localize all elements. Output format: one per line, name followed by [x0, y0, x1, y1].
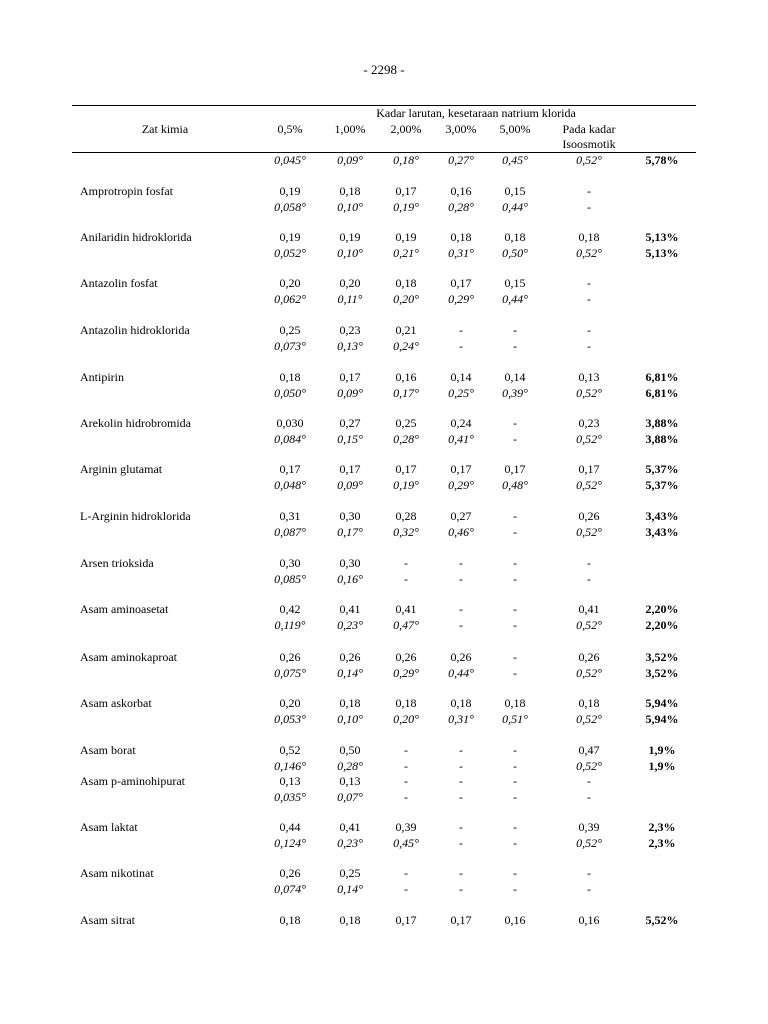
substance-name: Arginin glutamat — [80, 462, 163, 476]
nacl-equivalent-cell: - — [513, 509, 517, 523]
nacl-equivalent-cell: 0,15 — [504, 184, 526, 198]
nacl-equivalent-cell: 0,21 — [395, 323, 417, 337]
substance-name: Antazolin hidroklorida — [80, 323, 190, 337]
nacl-equivalent-cell: - — [513, 743, 517, 757]
freezing-point-cell: 0,053° — [274, 712, 306, 726]
freezing-point-cell: 0,035° — [274, 790, 306, 804]
nacl-equivalent-cell: 0,26 — [279, 650, 301, 664]
nacl-equivalent-cell: 0,17 — [450, 462, 472, 476]
isoosmotic-percent-cell: 5,52% — [645, 913, 679, 927]
freezing-point-cell: 0,124° — [274, 836, 306, 850]
nacl-equivalent-cell: 0,27 — [450, 509, 472, 523]
isoosmotic-percent-cell: 3,43% — [645, 509, 679, 523]
nacl-equivalent-cell: 0,23 — [578, 416, 600, 430]
freezing-point-cell: - — [459, 790, 463, 804]
isoosmotic-percent-cell: 3,52% — [645, 650, 679, 664]
nacl-equivalent-cell: - — [513, 602, 517, 616]
nacl-equivalent-cell: 0,26 — [279, 866, 301, 880]
freezing-point-cell: 0,45° — [393, 836, 419, 850]
freezing-point-cell: 0,52° — [576, 666, 602, 680]
freezing-point-cell: 0,062° — [274, 292, 306, 306]
nacl-equivalent-cell: - — [513, 866, 517, 880]
freezing-point-cell: - — [513, 759, 517, 773]
freezing-point-cell: - — [513, 572, 517, 586]
nacl-equivalent-cell: 0,25 — [395, 416, 417, 430]
isoosmotic-percent-cell: 1,9% — [648, 743, 676, 757]
header-bottom-rule — [72, 152, 696, 153]
freezing-point-cell: 0,119° — [274, 618, 306, 632]
nacl-equivalent-cell: - — [587, 184, 591, 198]
nacl-equivalent-cell: 0,17 — [395, 462, 417, 476]
nacl-equivalent-cell: 0,16 — [578, 913, 600, 927]
freezing-point-cell: 0,18° — [393, 153, 419, 167]
substance-name: Asam borat — [80, 743, 136, 757]
isoosmotic-percent-cell: 5,94% — [645, 696, 679, 710]
nacl-equivalent-cell: - — [513, 323, 517, 337]
nacl-equivalent-cell: - — [587, 866, 591, 880]
freezing-point-cell: - — [513, 882, 517, 896]
nacl-equivalent-cell: 0,18 — [279, 370, 301, 384]
nacl-equivalent-cell: 0,20 — [279, 696, 301, 710]
column-header-3: 3,00% — [445, 122, 477, 136]
freezing-point-cell: 0,29° — [448, 292, 474, 306]
isoosmotic-percent-cell: 3,88% — [645, 416, 679, 430]
nacl-equivalent-cell: 0,19 — [395, 230, 417, 244]
nacl-equivalent-cell: 0,17 — [339, 462, 361, 476]
nacl-equivalent-cell: 0,16 — [504, 913, 526, 927]
nacl-equivalent-cell: - — [459, 820, 463, 834]
column-header-isoosmotic-line1: Pada kadar — [562, 122, 616, 136]
freezing-point-cell: 0,14° — [337, 882, 363, 896]
nacl-equivalent-cell: 0,16 — [395, 370, 417, 384]
nacl-equivalent-cell: 0,42 — [279, 602, 301, 616]
column-header-5: 5,00% — [499, 122, 531, 136]
freezing-point-cell: 0,52° — [576, 153, 602, 167]
freezing-point-cell: 0,24° — [393, 339, 419, 353]
nacl-equivalent-cell: 0,26 — [450, 650, 472, 664]
nacl-equivalent-cell: 0,30 — [339, 556, 361, 570]
freezing-point-cell: 0,15° — [337, 432, 363, 446]
freezing-point-cell: - — [404, 572, 408, 586]
freezing-point-cell: 0,07° — [337, 790, 363, 804]
freezing-point-cell: 0,31° — [448, 246, 474, 260]
nacl-equivalent-cell: 0,18 — [279, 913, 301, 927]
freezing-point-cell: 0,52° — [576, 246, 602, 260]
isoosmotic-percent-cell: 3,88% — [645, 432, 679, 446]
nacl-equivalent-cell: 0,31 — [279, 509, 301, 523]
freezing-point-cell: 0,10° — [337, 712, 363, 726]
freezing-point-cell: 0,075° — [274, 666, 306, 680]
nacl-equivalent-cell: - — [513, 416, 517, 430]
column-header-1: 1,00% — [334, 122, 366, 136]
nacl-equivalent-cell: 0,50 — [339, 743, 361, 757]
nacl-equivalent-cell: 0,19 — [279, 230, 301, 244]
freezing-point-cell: - — [587, 339, 591, 353]
freezing-point-cell: 0,28° — [448, 200, 474, 214]
freezing-point-cell: 0,52° — [576, 836, 602, 850]
substance-name: Asam aminoasetat — [80, 602, 169, 616]
nacl-equivalent-cell: - — [404, 866, 408, 880]
freezing-point-cell: - — [587, 572, 591, 586]
freezing-point-cell: 0,31° — [448, 712, 474, 726]
nacl-equivalent-cell: - — [459, 774, 463, 788]
nacl-equivalent-cell: 0,13 — [279, 774, 301, 788]
nacl-equivalent-cell: 0,14 — [504, 370, 526, 384]
substance-name: Asam nikotinat — [80, 866, 154, 880]
freezing-point-cell: 0,087° — [274, 525, 306, 539]
freezing-point-cell: - — [513, 790, 517, 804]
substance-name: Anilaridin hidroklorida — [80, 230, 192, 244]
isoosmotic-percent-cell: 6,81% — [645, 370, 679, 384]
freezing-point-cell: 0,51° — [502, 712, 528, 726]
nacl-equivalent-cell: 0,13 — [339, 774, 361, 788]
freezing-point-cell: - — [404, 882, 408, 896]
isoosmotic-percent-cell: 5,94% — [645, 712, 679, 726]
nacl-equivalent-cell: 0,30 — [279, 556, 301, 570]
isoosmotic-percent-cell: 6,81% — [645, 386, 679, 400]
freezing-point-cell: 0,47° — [393, 618, 419, 632]
freezing-point-cell: 0,48° — [502, 478, 528, 492]
freezing-point-cell: 0,052° — [274, 246, 306, 260]
freezing-point-cell: 0,17° — [337, 525, 363, 539]
freezing-point-cell: - — [459, 836, 463, 850]
nacl-equivalent-cell: 0,30 — [339, 509, 361, 523]
freezing-point-cell: 0,09° — [337, 153, 363, 167]
freezing-point-cell: 0,09° — [337, 386, 363, 400]
freezing-point-cell: 0,32° — [393, 525, 419, 539]
substance-column-header: Zat kimia — [141, 122, 189, 136]
freezing-point-cell: 0,048° — [274, 478, 306, 492]
nacl-equivalent-cell: 0,13 — [578, 370, 600, 384]
column-header-isoosmotic-line2: Isoosmotik — [562, 137, 616, 151]
freezing-point-cell: - — [513, 432, 517, 446]
nacl-equivalent-cell: 0,18 — [339, 696, 361, 710]
freezing-point-cell: - — [587, 882, 591, 896]
freezing-point-cell: 0,52° — [576, 618, 602, 632]
freezing-point-cell: 0,52° — [576, 386, 602, 400]
nacl-equivalent-cell: - — [587, 556, 591, 570]
freezing-point-cell: 0,085° — [274, 572, 306, 586]
substance-name: Asam p-aminohipurat — [80, 774, 185, 788]
freezing-point-cell: - — [513, 836, 517, 850]
substance-name: Amprotropin fosfat — [80, 184, 173, 198]
freezing-point-cell: 0,10° — [337, 200, 363, 214]
nacl-equivalent-cell: 0,26 — [395, 650, 417, 664]
nacl-equivalent-cell: 0,27 — [339, 416, 361, 430]
nacl-equivalent-cell: 0,26 — [578, 509, 600, 523]
isoosmotic-percent-cell: 3,52% — [645, 666, 679, 680]
freezing-point-cell: 0,50° — [502, 246, 528, 260]
freezing-point-cell: 0,52° — [576, 712, 602, 726]
nacl-equivalent-cell: 0,17 — [395, 184, 417, 198]
freezing-point-cell: 0,23° — [337, 618, 363, 632]
isoosmotic-percent-cell: 5,78% — [645, 153, 679, 167]
nacl-equivalent-cell: 0,17 — [450, 913, 472, 927]
freezing-point-cell: 0,28° — [393, 432, 419, 446]
concentration-group-header: Kadar larutan, kesetaraan natrium klorida — [376, 106, 576, 120]
nacl-equivalent-cell: 0,44 — [279, 820, 301, 834]
nacl-equivalent-cell: 0,18 — [504, 696, 526, 710]
freezing-point-cell: 0,084° — [274, 432, 306, 446]
substance-name: Asam aminokaproat — [80, 650, 177, 664]
freezing-point-cell: 0,14° — [337, 666, 363, 680]
nacl-equivalent-cell: 0,14 — [450, 370, 472, 384]
nacl-equivalent-cell: 0,39 — [578, 820, 600, 834]
freezing-point-cell: 0,20° — [393, 712, 419, 726]
nacl-equivalent-cell: 0,17 — [339, 370, 361, 384]
freezing-point-cell: 0,39° — [502, 386, 528, 400]
freezing-point-cell: 0,44° — [448, 666, 474, 680]
nacl-equivalent-cell: 0,41 — [339, 820, 361, 834]
freezing-point-cell: 0,27° — [448, 153, 474, 167]
nacl-equivalent-cell: 0,18 — [450, 230, 472, 244]
nacl-equivalent-cell: 0,41 — [339, 602, 361, 616]
substance-name: Asam askorbat — [80, 696, 152, 710]
nacl-equivalent-cell: 0,18 — [504, 230, 526, 244]
nacl-equivalent-cell: 0,19 — [279, 184, 301, 198]
freezing-point-cell: 0,19° — [393, 200, 419, 214]
substance-name: Arsen trioksida — [80, 556, 154, 570]
freezing-point-cell: - — [459, 339, 463, 353]
nacl-equivalent-cell: 0,17 — [395, 913, 417, 927]
nacl-equivalent-cell: - — [459, 602, 463, 616]
column-header-2: 2,00% — [390, 122, 422, 136]
freezing-point-cell: 0,146° — [274, 759, 306, 773]
freezing-point-cell: 0,058° — [274, 200, 306, 214]
nacl-equivalent-cell: 0,25 — [339, 866, 361, 880]
freezing-point-cell: 0,16° — [337, 572, 363, 586]
nacl-equivalent-cell: 0,47 — [578, 743, 600, 757]
nacl-equivalent-cell: 0,52 — [279, 743, 301, 757]
freezing-point-cell: - — [459, 572, 463, 586]
freezing-point-cell: - — [459, 759, 463, 773]
nacl-equivalent-cell: 0,20 — [279, 276, 301, 290]
nacl-equivalent-cell: 0,26 — [578, 650, 600, 664]
freezing-point-cell: 0,44° — [502, 200, 528, 214]
nacl-equivalent-cell: - — [587, 323, 591, 337]
freezing-point-cell: - — [513, 339, 517, 353]
substance-name: Asam laktat — [80, 820, 138, 834]
nacl-equivalent-cell: - — [513, 556, 517, 570]
isoosmotic-percent-cell: 2,3% — [648, 836, 676, 850]
substance-name: L-Arginin hidroklorida — [80, 509, 191, 523]
freezing-point-cell: - — [513, 525, 517, 539]
freezing-point-cell: 0,28° — [337, 759, 363, 773]
nacl-equivalent-cell: - — [404, 743, 408, 757]
page-number: - 2298 - — [363, 62, 405, 77]
nacl-equivalent-cell: 0,18 — [339, 913, 361, 927]
freezing-point-cell: 0,17° — [393, 386, 419, 400]
freezing-point-cell: 0,52° — [576, 432, 602, 446]
isoosmotic-percent-cell: 5,13% — [645, 246, 679, 260]
isoosmotic-percent-cell: 2,20% — [645, 602, 679, 616]
nacl-equivalent-cell: - — [459, 866, 463, 880]
freezing-point-cell: 0,52° — [576, 759, 602, 773]
nacl-equivalent-cell: 0,18 — [339, 184, 361, 198]
nacl-equivalent-cell: 0,030 — [276, 416, 304, 430]
nacl-equivalent-cell: 0,41 — [578, 602, 600, 616]
nacl-equivalent-cell: - — [587, 774, 591, 788]
nacl-equivalent-cell: 0,26 — [339, 650, 361, 664]
freezing-point-cell: 0,52° — [576, 525, 602, 539]
freezing-point-cell: 0,073° — [274, 339, 306, 353]
freezing-point-cell: - — [404, 759, 408, 773]
substance-name: Antazolin fosfat — [80, 276, 158, 290]
nacl-equivalent-cell: 0,16 — [450, 184, 472, 198]
nacl-equivalent-cell: 0,23 — [339, 323, 361, 337]
isoosmotic-percent-cell: 3,43% — [645, 525, 679, 539]
freezing-point-cell: 0,13° — [337, 339, 363, 353]
freezing-point-cell: 0,41° — [448, 432, 474, 446]
column-header-0-5: 0,5% — [277, 122, 303, 136]
nacl-equivalent-cell: - — [404, 556, 408, 570]
freezing-point-cell: 0,10° — [337, 246, 363, 260]
freezing-point-cell: 0,09° — [337, 478, 363, 492]
substance-name: Asam sitrat — [80, 913, 135, 927]
nacl-equivalent-cell: 0,17 — [578, 462, 600, 476]
nacl-equivalent-cell: 0,19 — [339, 230, 361, 244]
nacl-equivalent-cell: - — [587, 276, 591, 290]
freezing-point-cell: 0,21° — [393, 246, 419, 260]
isoosmotic-percent-cell: 1,9% — [648, 759, 676, 773]
freezing-point-cell: 0,25° — [448, 386, 474, 400]
freezing-point-cell: - — [404, 790, 408, 804]
nacl-equivalent-cell: 0,20 — [339, 276, 361, 290]
nacl-equivalent-cell: 0,41 — [395, 602, 417, 616]
freezing-point-cell: - — [513, 618, 517, 632]
nacl-equivalent-cell: - — [459, 743, 463, 757]
nacl-equivalent-cell: 0,18 — [578, 230, 600, 244]
nacl-equivalent-cell: 0,18 — [395, 276, 417, 290]
isoosmotic-percent-cell: 2,3% — [648, 820, 676, 834]
freezing-point-cell: 0,11° — [337, 292, 363, 306]
freezing-point-cell: - — [459, 618, 463, 632]
nacl-equivalent-cell: - — [459, 323, 463, 337]
nacl-equivalent-cell: - — [459, 556, 463, 570]
freezing-point-cell: 0,29° — [448, 478, 474, 492]
nacl-equivalent-cell: 0,15 — [504, 276, 526, 290]
isoosmotic-percent-cell: 5,37% — [645, 462, 679, 476]
nacl-equivalent-cell: - — [513, 774, 517, 788]
nacl-equivalent-cell: - — [513, 820, 517, 834]
freezing-point-cell: 0,23° — [337, 836, 363, 850]
nacl-equivalent-cell: - — [404, 774, 408, 788]
substance-name: Antipirin — [80, 370, 124, 384]
nacl-equivalent-cell: 0,18 — [578, 696, 600, 710]
isoosmotic-percent-cell: 5,37% — [645, 478, 679, 492]
isoosmotic-percent-cell: 2,20% — [645, 618, 679, 632]
isoosmotic-percent-cell: 5,13% — [645, 230, 679, 244]
freezing-point-cell: - — [513, 666, 517, 680]
nacl-equivalent-cell: 0,18 — [395, 696, 417, 710]
freezing-point-cell: 0,46° — [448, 525, 474, 539]
nacl-equivalent-cell: - — [513, 650, 517, 664]
nacl-equivalent-cell: 0,28 — [395, 509, 417, 523]
freezing-point-cell: 0,20° — [393, 292, 419, 306]
freezing-point-cell: 0,045° — [274, 153, 306, 167]
nacl-equivalent-cell: 0,18 — [450, 696, 472, 710]
nacl-equivalent-cell: 0,17 — [504, 462, 526, 476]
nacl-equivalent-cell: 0,39 — [395, 820, 417, 834]
freezing-point-cell: 0,52° — [576, 478, 602, 492]
freezing-point-cell: - — [587, 292, 591, 306]
freezing-point-cell: - — [587, 790, 591, 804]
substance-name: Arekolin hidrobromida — [80, 416, 191, 430]
nacl-equivalent-cell: 0,24 — [450, 416, 472, 430]
freezing-point-cell: 0,050° — [274, 386, 306, 400]
freezing-point-cell: 0,19° — [393, 478, 419, 492]
freezing-point-cell: 0,29° — [393, 666, 419, 680]
nacl-equivalent-cell: 0,17 — [450, 276, 472, 290]
freezing-point-cell: - — [587, 200, 591, 214]
freezing-point-cell: - — [459, 882, 463, 896]
freezing-point-cell: 0,074° — [274, 882, 306, 896]
freezing-point-cell: 0,45° — [502, 153, 528, 167]
freezing-point-cell: 0,44° — [502, 292, 528, 306]
nacl-equivalent-cell: 0,25 — [279, 323, 301, 337]
nacl-equivalent-cell: 0,17 — [279, 462, 301, 476]
